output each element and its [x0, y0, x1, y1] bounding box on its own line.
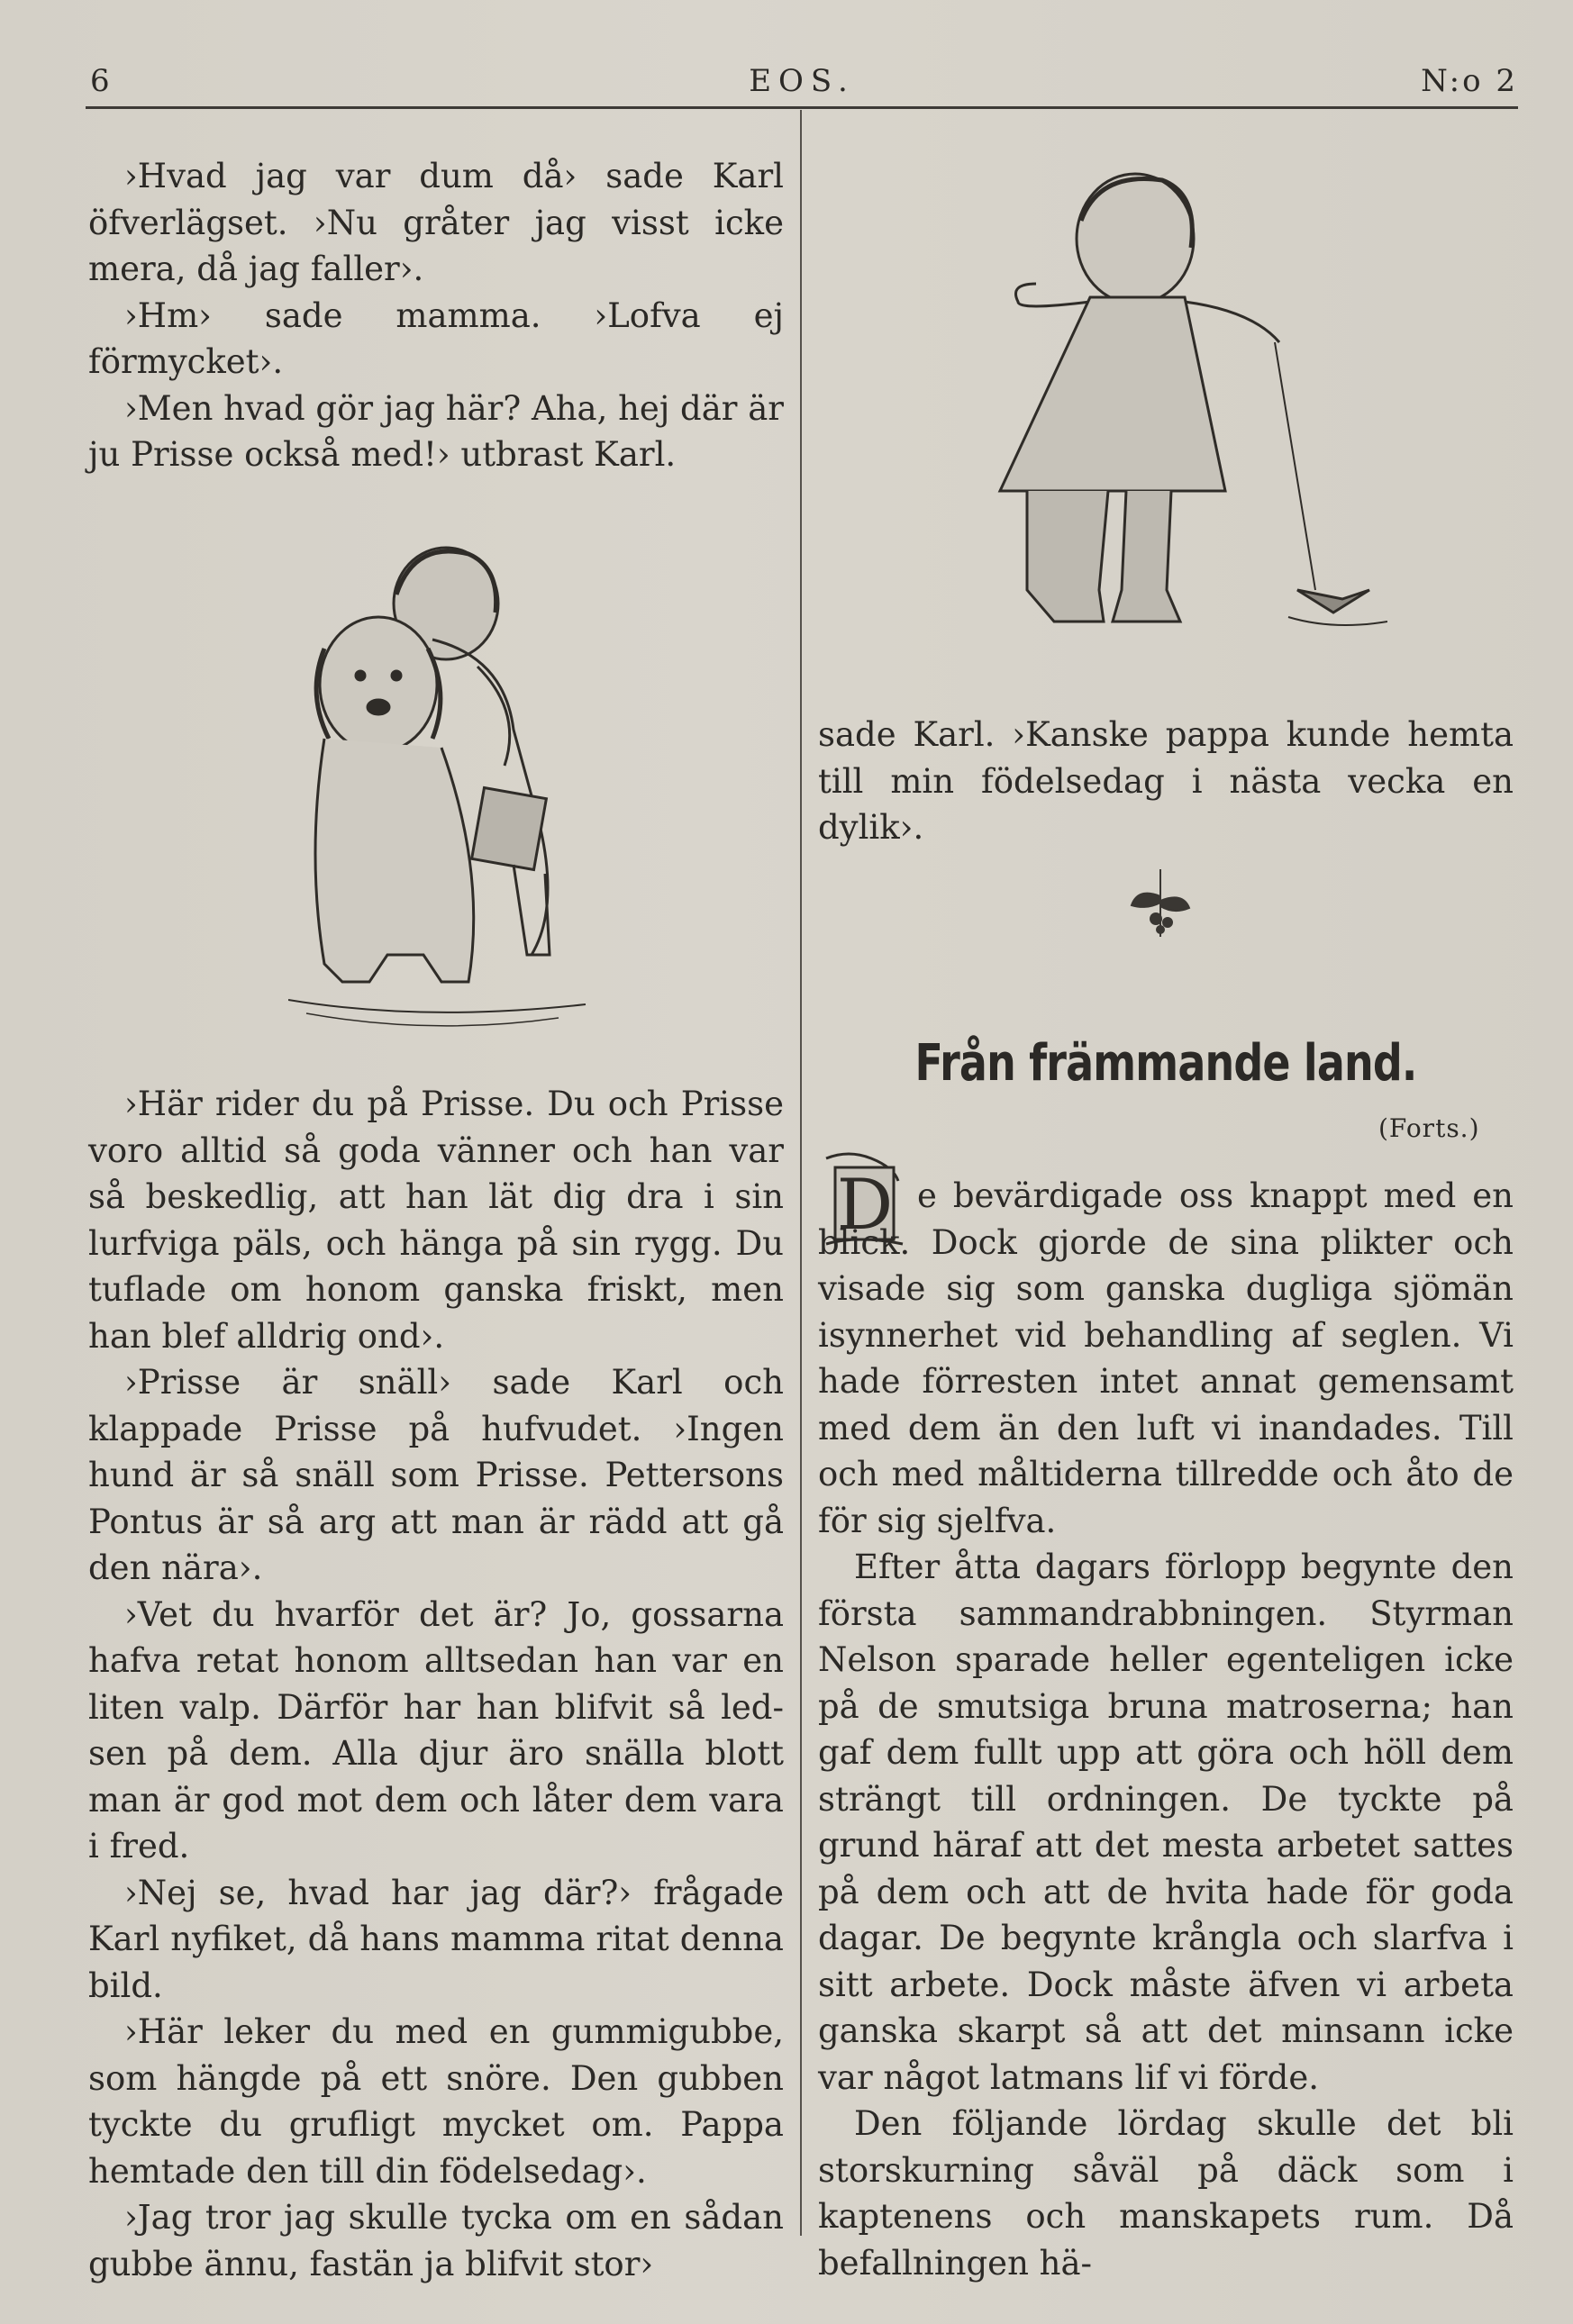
continued-label: (Forts.): [1378, 1113, 1480, 1143]
child-with-toy-illustration: [955, 167, 1387, 689]
paragraph: ›Vet du hvarför det är? Jo, gossarna hafva retat honom alltsedan han var en liten valp. Därför har han blifvit så led-sen på dem. Alla djur äro snälla blott man är god mot dem och låter dem vara i fred.: [88, 1594, 784, 1866]
paragraph: ›Men hvad gör jag här? Aha, hej där är ju Prisse också med!› utbrast Karl.: [88, 388, 784, 474]
paragraph: sade Karl. ›Kanske pappa kunde hemta till min födelsedag i nästa vecka en dylik›.: [818, 715, 1514, 847]
page-header: [86, 56, 1518, 106]
left-column-top: [88, 153, 784, 478]
floral-ornament-icon: [1124, 865, 1196, 946]
issue-number: N:o 2: [1421, 63, 1518, 99]
paragraph: ›Nej se, hvad har jag där?› frågade Karl nyfiket, då hans mamma ritat denna bild.: [88, 1873, 784, 2005]
paragraph: ›Prisse är snäll› sade Karl och klappade Prisse på hufvudet. ›Ingen hund är så snäll som Prisse. Pettersons Pontus är så arg att man är rädd att gå den nära›.: [88, 1363, 784, 1587]
paragraph: ›Hvad jag var dum då› sade Karl öfverlägset. ›Nu gråter jag visst icke mera, då jag faller›.: [88, 157, 784, 288]
right-column-story: [818, 1173, 1514, 2286]
child-hugging-dog-illustration: [288, 531, 595, 1036]
left-column-bottom: [88, 1081, 784, 2287]
drop-cap-letter: D: [836, 1165, 894, 1246]
paragraph: Den följande lördag skulle det bli storskurning såväl på däck som i kaptenens och manskapets rum. Då befallningen hä-: [818, 2104, 1514, 2283]
paragraph: ›Hm› sade mamma. ›Lofva ej förmycket›.: [88, 295, 784, 381]
right-column-top: [818, 712, 1514, 851]
column-divider: [800, 110, 802, 2236]
paragraph: e bevärdigade oss knappt med en blick. Dock gjorde de sina plikter och visade sig som ganska dugliga sjömän isynnerhet vid behandling af seglen. Vi hade förresten intet annat gemensamt med dem än den luft vi inandades. Till och med måltiderna tillredde och åto de för sig sjelfva.: [818, 1176, 1514, 1540]
header-rule: [86, 106, 1518, 109]
story-title: Från främmande land.: [914, 1034, 1417, 1093]
publication-title: EOS.: [749, 63, 855, 99]
page-number: 6: [90, 63, 113, 99]
paragraph: Efter åtta dagars förlopp begynte den första sammandrabbningen. Styrman Nelson sparade heller egenteligen icke på de smutsiga bruna matroserna; han gaf dem fullt upp att göra och höll dem strängt till ordningen. De tyckte på grund häraf att det mesta arbetet sattes på dem och att de hvita hade för goda dagar. De begynte krångla och slarfva i sitt arbete. Dock måste äfven vi arbeta ganska skarpt så att det minsann icke var något latmans lif vi förde.: [818, 1548, 1514, 2097]
paragraph: ›Här rider du på Prisse. Du och Prisse voro alltid så goda vänner och han var så beskedlig, att han lät dig dra i sin lurfviga päls, och hänga på sin rygg. Du tuflade om honom ganska friskt, men han blef alldrig ond›.: [88, 1085, 784, 1356]
paragraph: ›Här leker du med en gummigubbe, som hängde på ett snöre. Den gubben tyckte du grufligt mycket om. Pappa hemtade den till din födelsedag›.: [88, 2012, 784, 2191]
paragraph: ›Jag tror jag skulle tycka om en sådan gubbe ännu, fastän ja blifvit stor›: [88, 2198, 784, 2283]
